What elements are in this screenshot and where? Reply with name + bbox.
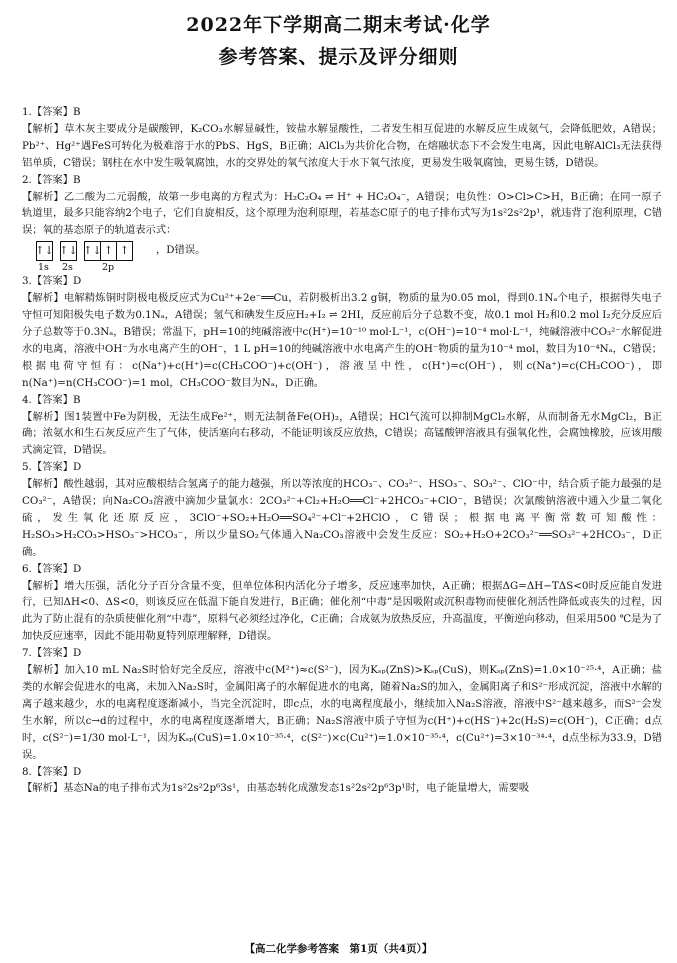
page-footer: 【高二化学参考答案 第1页（共4页）】 [244,943,433,955]
orbital-label-2s: 2s [62,262,73,274]
orbital-cell: ↑↓ [35,243,54,257]
orbital-label-2p: 2p [102,262,115,274]
explanation-2: 【解析】乙二酸为二元弱酸，故第一步电离的方程式为：H₂C₂O₄ ⇌ H⁺ + HC₂O₄⁻，A错误；电负性：O>Cl>C>H，B正确；在同一原子轨道里，最多只能容纳2个电子，它们自旋相反，这个原理为泡利原理，若基态C原子的电子排布式写为1s²2s²2p¹，就违背了泡利原理，C错误；氧的基态原子的轨道表示式： [22,190,662,237]
orbital-cell: ↑↓ [85,242,101,260]
explanation-4: 【解析】图1装置中Fe为阴极，无法生成Fe²⁺，则无法制备Fe(OH)₂，A错误；HCl气流可以抑制MgCl₂水解，从而制备无水MgCl₂，B正确；浓氨水和生石灰反应产生了气体，使活塞向右移动，不能证明该反应放热，C错误；高锰酸钾溶液具有强氧化性，会腐蚀橡胶，应该用酸式滴定管，D错误。 [22,410,662,457]
orbital-diagram [36,239,662,273]
explanation-1: 【解析】草木灰主要成分是碳酸钾，K₂CO₃水解显碱性，铵盐水解显酸性，二者发生相互促进的水解反应生成氨气，会降低肥效，A错误；Pb²⁺、Hg²⁺遇FeS可转化为极难溶于水的PbS、HgS，B正确；AlCl₃为共价化合物，在熔融状态下不会发生电离，因此电解AlCl₃无法获得铝单质，C错误；钢柱在水中发生吸氧腐蚀，水的交界处的氧气浓度大于水下氧气浓度，更易发生吸氧腐蚀，更易生锈，D错误。 [22,122,662,169]
orbital-cell: ↑ [101,242,117,260]
answer-6: 6.【答案】D [22,562,82,575]
orbital-cell: ↑ [119,243,130,257]
answer-5: 5.【答案】D [22,461,82,474]
explanation-7: 【解析】加入10 mL Na₂S时恰好完全反应，溶液中c(M²⁺)≈c(S²⁻)，因为Kₛₚ(ZnS)>Kₛₚ(CuS)，则Kₛₚ(ZnS)=1.0×10⁻²⁵·⁴，A正确；盐类的水解会促进水的电离，未加入Na₂S时，金属阳离子的水解促进水的电离，随着Na₂S的加入，金属阳离子和S²⁻形成沉淀，溶液中水解的离子越来越少，水的电离程度逐渐减小，当完全沉淀时，即c点，水的电离程度最小，继续加入Na₂S溶液，溶液中S²⁻越来越多，而S²⁻会发生水解，所以c→d的过程中，水的电离程度逐渐增大，B正确；Na₂S溶液中质子守恒为c(H⁺)+c(HS⁻)+2c(H₂S)=c(OH⁻)，C正确；d点时，c(S²⁻)=1/30 mol·L⁻¹，因为Kₛₚ(CuS)=1.0×10⁻³⁵·⁴，c(S²⁻)×c(Cu²⁺)=1.0×10⁻³⁵·⁴，c(Cu²⁺)=3×10⁻³⁴·⁴，d点坐标为33.9，D错误。 [22,664,662,761]
explanation-8: 【解析】基态Na的电子排布式为1s²2s²2p⁶3s¹，由基态转化成激发态1s²2s²2p⁶3p¹时，电子能量增大，需要吸 [22,782,530,795]
answer-2: 2.【答案】B [22,173,81,186]
explanation-6: 【解析】增大压强，活化分子百分含量不变，但单位体积内活化分子增多，反应速率加快，A正确；根据ΔG=ΔH−TΔS<0时反应能自发进行，已知ΔH<0、ΔS<0，则该反应在低温下能自发进行，B正确；催化剂“中毒”是因吸附或沉积毒物而使催化剂活性降低或丧失的过程，因此为了防止混有的杂质使催化剂“中毒”，原料气必须经过净化，C正确；合成氨为放热反应，升高温度，平衡逆向移动，但采用500 ℃是为了加快反应速率，因此不能用勒夏特列原理解释，D错误。 [22,579,662,643]
orbital-cell: ↑↓ [59,243,78,257]
answer-7: 7.【答案】D [22,647,82,660]
answer-body [22,104,662,797]
orbital-tail-text: ，D错误。 [156,244,206,257]
orbital-box-1s [36,241,53,261]
answer-3: 3.【答案】D [22,275,82,288]
explanation-5: 【解析】酸性越弱，其对应酸根结合氢离子的能力越强，所以等浓度的HCO₃⁻、CO₃²⁻、HSO₃⁻、SO₃²⁻、ClO⁻中，结合质子能力最强的是CO₃²⁻，A错误；向Na₂CO₃溶液中滴加少量氯水：2CO₃²⁻+Cl₂+H₂O══Cl⁻+2HCO₃⁻+ClO⁻，B错误；次氯酸钠溶液中通入少量二氧化硫，发生氧化还原反应，3ClO⁻+SO₂+H₂O══SO₄²⁻+Cl⁻+2HClO，C错误；根据电离平衡常数可知酸性：H₂SO₃>H₂CO₃>HSO₃⁻>HCO₃⁻，所以少量SO₂气体通入Na₂CO₃溶液中会发生反应：SO₂+H₂O+2CO₃²⁻══SO₃²⁻+2HCO₃⁻，D正确。 [22,478,662,558]
orbital-box-2p [84,241,133,261]
answer-4: 4.【答案】B [22,393,81,406]
answer-1: 1.【答案】B [22,106,81,118]
answer-8: 8.【答案】D [22,765,82,778]
page-title: 2022年下学期高二期末考试·化学 [186,14,491,36]
orbital-label-1s: 1s [38,262,49,274]
explanation-3: 【解析】电解精炼铜时阴极电极反应式为Cu²⁺+2e⁻══Cu，若阴极析出3.2 g铜，物质的量为0.05 mol，得到0.1Nₐ个电子，根据得失电子守恒可知阳极失电子数为0.1Nₐ，A错误；氢气和碘发生反应H₂+I₂ ⇌ 2HI，反应前后分子总数不变，故0.1 mol H₂和0.2 mol I₂充分反应后分子总数等于0.3Nₐ，B错误；常温下，pH=10的纯碱溶液中c(H⁺)=10⁻¹⁰ mol·L⁻¹，c(OH⁻)=10⁻⁴ mol·L⁻¹，纯碱溶液中CO₃²⁻水解促进水的电离，溶液中OH⁻为水电离产生的OH⁻，1 L pH=10的纯碱溶液中水电离产生的OH⁻物质的量为10⁻⁴ mol，数目为10⁻⁴Nₐ，C错误；根据电荷守恒有：c(Na⁺)+c(H⁺)=c(CH₃COO⁻)+c(OH⁻)，溶液呈中性，c(H⁺)=c(OH⁻)，则c(Na⁺)=c(CH₃COO⁻)，即n(Na⁺)=n(CH₃COO⁻)=1 mol，CH₃COO⁻数目为Nₐ，D正确。 [22,292,662,389]
orbital-box-2s [60,241,77,261]
page-subtitle: 参考答案、提示及评分细则 [218,46,459,68]
